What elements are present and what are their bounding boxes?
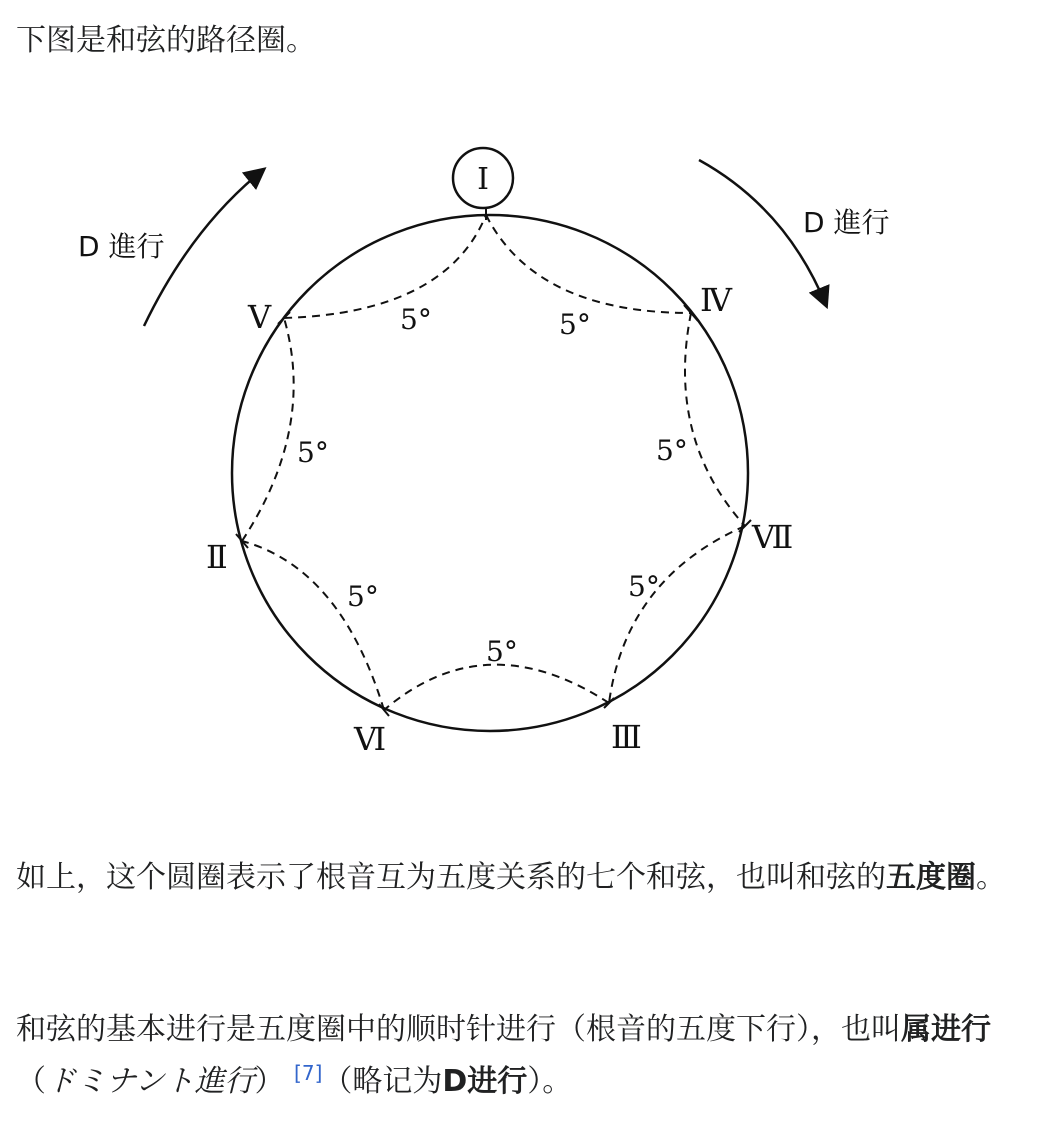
- interval-labels: [297, 303, 688, 668]
- interval-label: 5°: [400, 303, 432, 336]
- degree-label-vi: Ⅵ: [354, 720, 387, 758]
- paragraph2-text: 和弦的基本进行是五度圈中的顺时针进行（根音的五度下行），也叫: [16, 1012, 901, 1047]
- interval-label: 5°: [559, 308, 591, 341]
- arc-vi-ii: [242, 541, 384, 710]
- arc-vii-iii: [609, 526, 745, 703]
- degree-label-vii: Ⅶ: [752, 518, 794, 556]
- paragraph2-open2: （略记为: [322, 1064, 443, 1099]
- intro-text: 下图是和弦的路径圈。: [16, 23, 316, 58]
- arc-iii-vi: [384, 665, 609, 710]
- term-circle-of-fifths: 五度圈: [886, 860, 976, 895]
- degree-label-ii: Ⅱ: [206, 538, 228, 576]
- circle-of-fifths-diagram: [16, 108, 1040, 808]
- paragraph1-end: 。: [976, 860, 1006, 895]
- arc-v-i: [284, 215, 486, 318]
- paragraph2-close2: ）。: [527, 1064, 573, 1099]
- arrow-right-label: D 進行: [803, 206, 890, 239]
- degree-label-iii: Ⅲ: [611, 718, 642, 756]
- reference-link[interactable]: [7]: [294, 1061, 323, 1085]
- paragraph-dominant-progression: [16, 1004, 1040, 1108]
- term-d-progression: D进行: [442, 1064, 528, 1099]
- tonic-label: I: [477, 162, 489, 197]
- diagram-svg: [16, 108, 1040, 808]
- paragraph1-text: 如上，这个圆圈表示了根音互为五度关系的七个和弦，也叫和弦的: [16, 860, 886, 895]
- arrow-left-label: D 進行: [78, 230, 165, 263]
- term-dominant-progression: 属进行: [901, 1012, 991, 1047]
- interval-label: 5°: [656, 434, 688, 467]
- interval-label: 5°: [486, 635, 518, 668]
- arc-ii-v: [242, 318, 294, 541]
- degree-label-iv: Ⅳ: [700, 281, 732, 319]
- interval-label: 5°: [347, 580, 379, 613]
- paragraph2-open: （: [16, 1064, 46, 1099]
- paragraph2-close: ）: [254, 1064, 285, 1099]
- degree-label-v: Ⅴ: [248, 298, 272, 336]
- interval-label: 5°: [297, 436, 329, 469]
- japanese-term: ドミナント進行: [46, 1064, 255, 1099]
- paragraph-circle-explanation: [16, 852, 1040, 904]
- interval-label: 5°: [628, 570, 660, 603]
- arc-i-iv: [486, 215, 691, 313]
